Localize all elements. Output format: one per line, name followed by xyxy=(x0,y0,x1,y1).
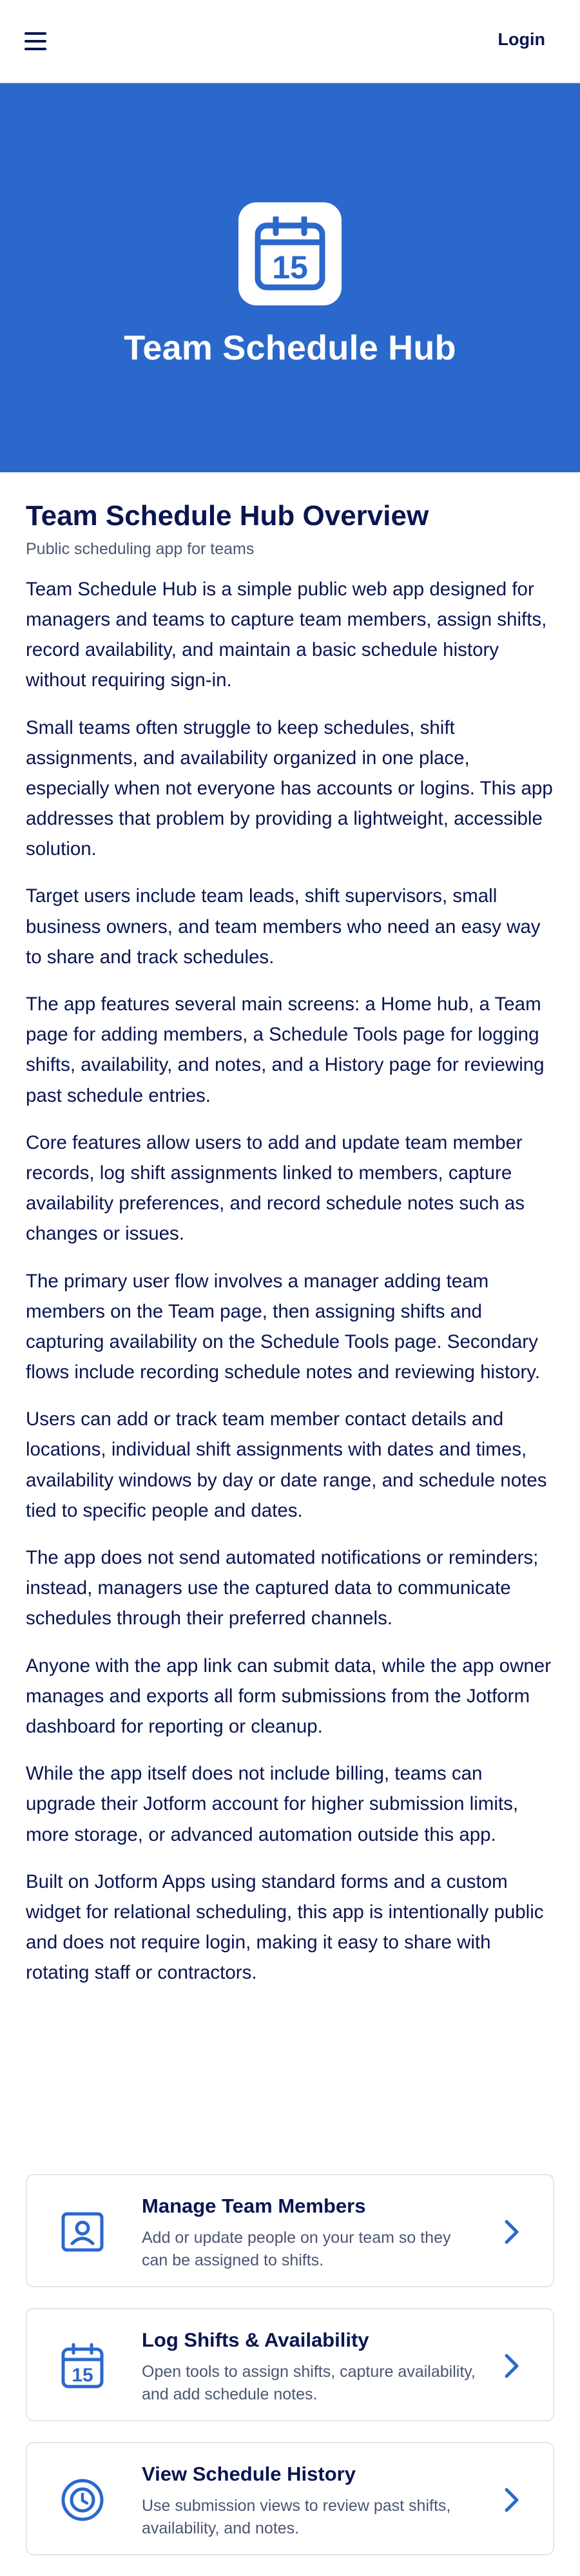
overview-paragraph: The primary user flow involves a manager adding team members on the Team page, then assigning shifts and capturing availability on the Schedule Tools page. Secondary flows include recording schedule notes and reviewing history. xyxy=(26,1270,541,1383)
calendar-day-number: 15 xyxy=(272,249,308,285)
card-title: View Schedule History xyxy=(142,2463,356,2485)
card-title: Manage Team Members xyxy=(142,2195,366,2217)
login-link[interactable]: Login xyxy=(498,30,545,49)
navigation-cards xyxy=(26,2174,554,2576)
overview-paragraph: The app features several main screens: a Home hub, a Team page for adding members, a Schedule Tools page for logging shifts, availability, and notes, and a History page for reviewing past schedule entries. xyxy=(26,994,545,1106)
app-icon xyxy=(238,202,342,305)
hero-title: Team Schedule Hub xyxy=(124,329,456,367)
overview-paragraph: Built on Jotform Apps using standard forms and a custom widget for relational scheduling, this app is intentionally public and does not require login, making it easy to share with rotating staff or contractors. xyxy=(26,1870,544,1984)
overview-paragraph: Target users include team leads, shift supervisors, small business owners, and team members who need an easy way to share and track schedules. xyxy=(26,885,541,968)
hero-banner xyxy=(0,83,580,472)
view-schedule-history-card[interactable] xyxy=(26,2442,554,2555)
chevron-right-icon xyxy=(499,2485,525,2515)
page-subtitle: Public scheduling app for teams xyxy=(26,539,255,558)
overview-paragraph: Anyone with the app link can submit data, while the app owner manages and exports all form submissions from the Jotform dashboard for reporting or cleanup. xyxy=(26,1655,552,1737)
overview-paragraph: Small teams often struggle to keep schedules, shift assignments, and availability organized in one place, especially when not everyone has accounts or logins. This app addresses that problem by providing a lightweight, accessible solution. xyxy=(26,716,553,860)
overview-paragraph: Core features allow users to add and update team member records, log shift assignments linked to members, capture availability preferences, and record schedule notes such as changes or issues. xyxy=(26,1131,525,1245)
calendar-icon xyxy=(59,2343,106,2389)
clock-icon xyxy=(59,2477,106,2523)
overview-paragraph: The app does not send automated notifications or reminders; instead, managers use the captured data to communicate schedules through their preferred channels. xyxy=(26,1547,539,1629)
contact-card-icon xyxy=(59,2209,106,2255)
calendar-day-number: 15 xyxy=(72,2365,93,2386)
overview-paragraph: Team Schedule Hub is a simple public web app designed for managers and teams to capture team members, assign shifts, record availability, and maintain a basic schedule history without requiring sign-in. xyxy=(26,578,547,691)
card-description: Add or update people on your team so they can be assigned to shifts. xyxy=(142,2229,451,2269)
page-title: Team Schedule Hub Overview xyxy=(26,500,429,532)
card-description: Open tools to assign shifts, capture availability, and add schedule notes. xyxy=(142,2363,476,2403)
hamburger-menu-icon[interactable] xyxy=(23,30,49,53)
calendar-icon xyxy=(254,216,326,291)
overview-section xyxy=(26,472,554,1988)
card-description: Use submission views to review past shifts, availability, and notes. xyxy=(142,2497,451,2537)
card-title: Log Shifts & Availability xyxy=(142,2329,369,2351)
overview-paragraph: Users can add or track team member contact details and locations, individual shift assignments with dates and times, availability windows by day or date range, and schedule notes tied to specific people and dates. xyxy=(26,1408,547,1521)
log-shifts-availability-card[interactable] xyxy=(26,2308,554,2421)
chevron-right-icon xyxy=(499,2350,525,2381)
overview-paragraph: While the app itself does not include billing, teams can upgrade their Jotform account for higher submission limits, more storage, or advanced automation outside this app. xyxy=(26,1763,519,1845)
top-navigation-bar xyxy=(0,0,580,82)
manage-team-members-card[interactable] xyxy=(26,2174,554,2287)
chevron-right-icon xyxy=(499,2216,525,2247)
